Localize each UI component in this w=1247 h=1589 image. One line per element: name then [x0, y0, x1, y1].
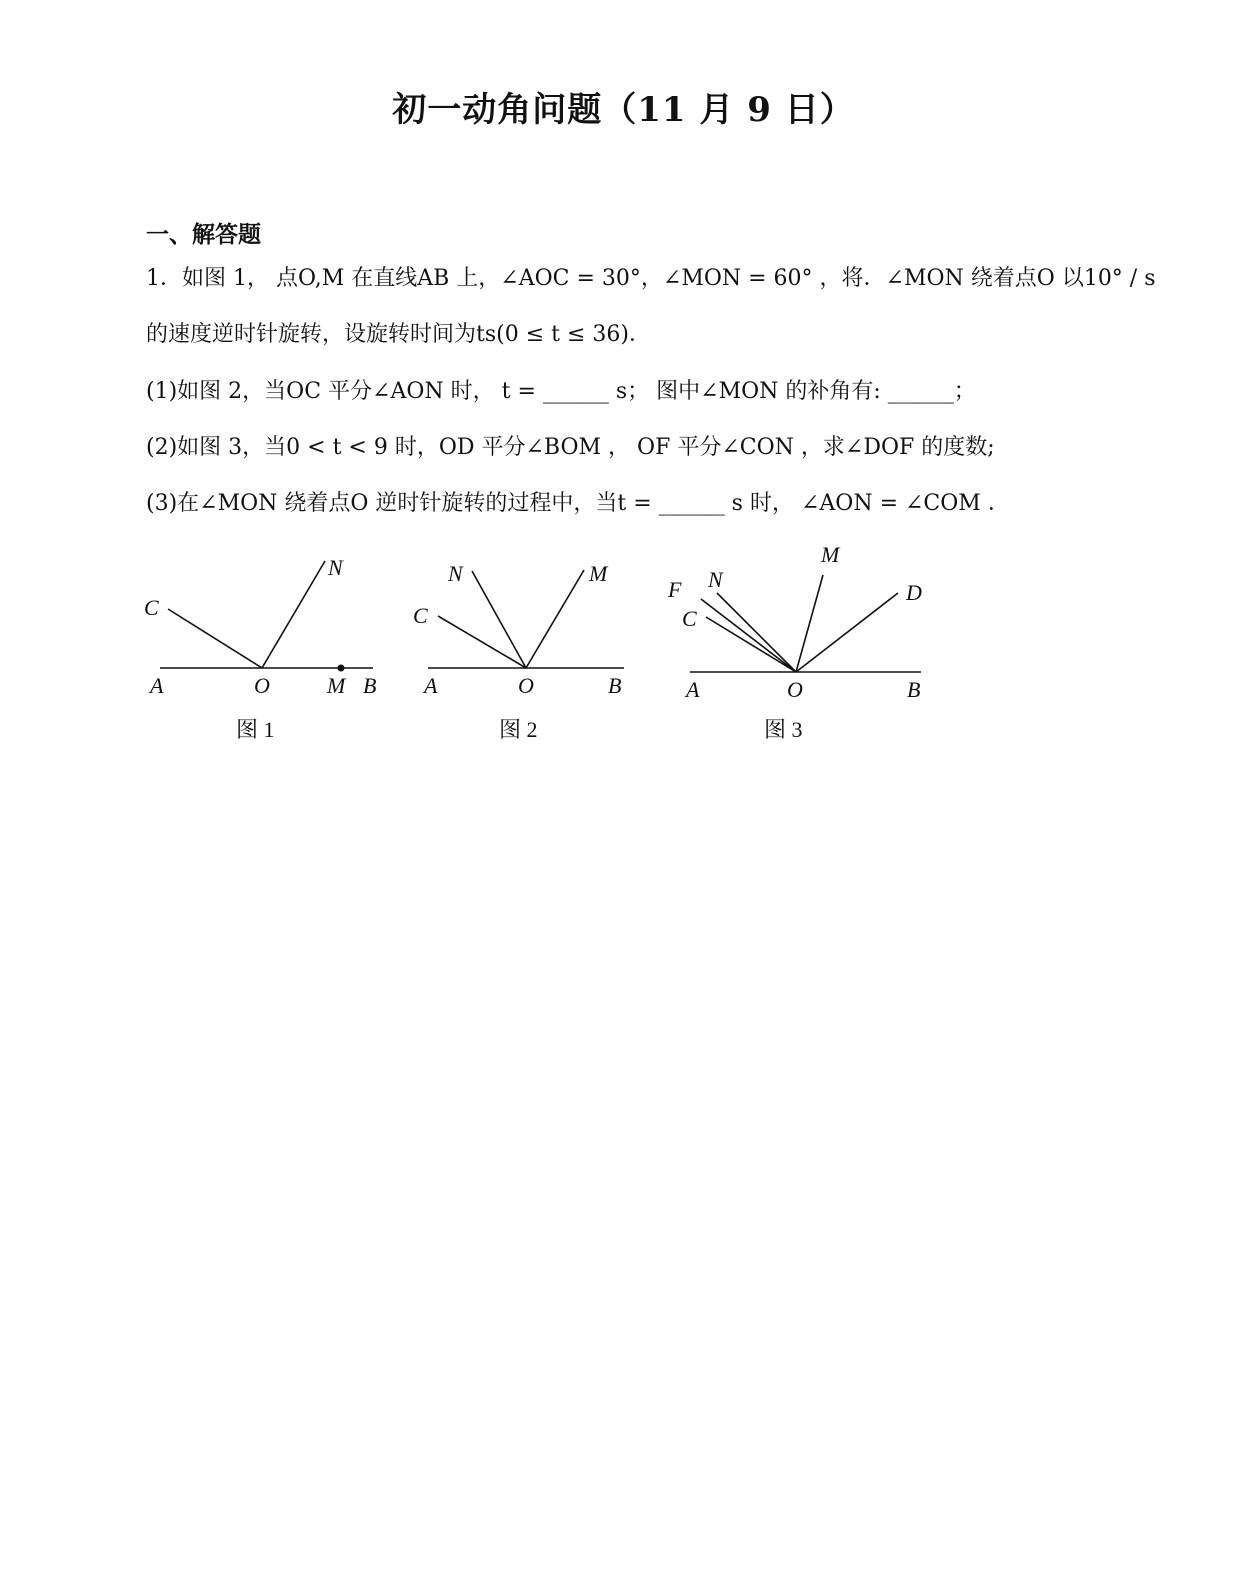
- label-a: A: [150, 673, 164, 698]
- label-b: B: [363, 673, 377, 698]
- ray-oc: [168, 609, 262, 668]
- figure-caption: 图 3: [764, 717, 803, 742]
- label-f: F: [668, 577, 682, 602]
- figure-1: [140, 545, 400, 755]
- label-o: O: [787, 677, 803, 702]
- label-m: M: [589, 561, 608, 586]
- problem-line-1: 1．如图 1， 点O,M 在直线AB 上，∠AOC = 30°，∠MON = 60° ，将．∠MON 绕着点O 以10° / s: [146, 266, 1156, 291]
- figure-3: [660, 535, 940, 755]
- section-heading: 一、解答题: [146, 221, 261, 248]
- ray-om: [526, 570, 584, 668]
- ray-oc: [438, 616, 526, 668]
- label-n: N: [328, 555, 343, 580]
- point-m: [338, 665, 345, 672]
- ray-on: [262, 561, 325, 668]
- label-c: C: [144, 595, 159, 620]
- problem-line-3: (1)如图 2，当OC 平分∠AON 时， t = ______ s； 图中∠MON 的补角有: ______；: [146, 379, 976, 404]
- label-o: O: [518, 673, 534, 698]
- label-n: N: [708, 567, 723, 592]
- label-c: C: [413, 603, 428, 628]
- label-a: A: [686, 677, 700, 702]
- ray-oc: [706, 617, 796, 672]
- ray-od: [796, 593, 898, 672]
- label-b: B: [608, 673, 622, 698]
- ray-om: [796, 575, 823, 672]
- problem-line-2: 的速度逆时针旋转，设旋转时间为ts(0 ≤ t ≤ 36)．: [146, 322, 651, 347]
- label-d: D: [906, 580, 922, 605]
- label-o: O: [254, 673, 270, 698]
- label-b: B: [907, 677, 921, 702]
- label-m: M: [327, 673, 346, 698]
- ray-on: [717, 593, 796, 672]
- ray-of: [701, 599, 796, 672]
- label-a: A: [424, 673, 438, 698]
- figure-caption: 图 2: [499, 717, 538, 742]
- figure-caption: 图 1: [236, 717, 275, 742]
- ray-on: [472, 571, 526, 668]
- label-m: M: [821, 542, 840, 567]
- page-title: 初一动角问题（11 月 9 日）: [392, 90, 855, 130]
- problem-line-4: (2)如图 3，当0 < t < 9 时，OD 平分∠BOM ， OF 平分∠CON ，求∠DOF 的度数;: [146, 435, 995, 460]
- figure-2: [410, 545, 640, 755]
- label-c: C: [682, 606, 697, 631]
- problem-line-5: (3)在∠MON 绕着点O 逆时针旋转的过程中，当t = ______ s 时， ∠AON = ∠COM ．: [146, 491, 1010, 516]
- label-n: N: [448, 561, 463, 586]
